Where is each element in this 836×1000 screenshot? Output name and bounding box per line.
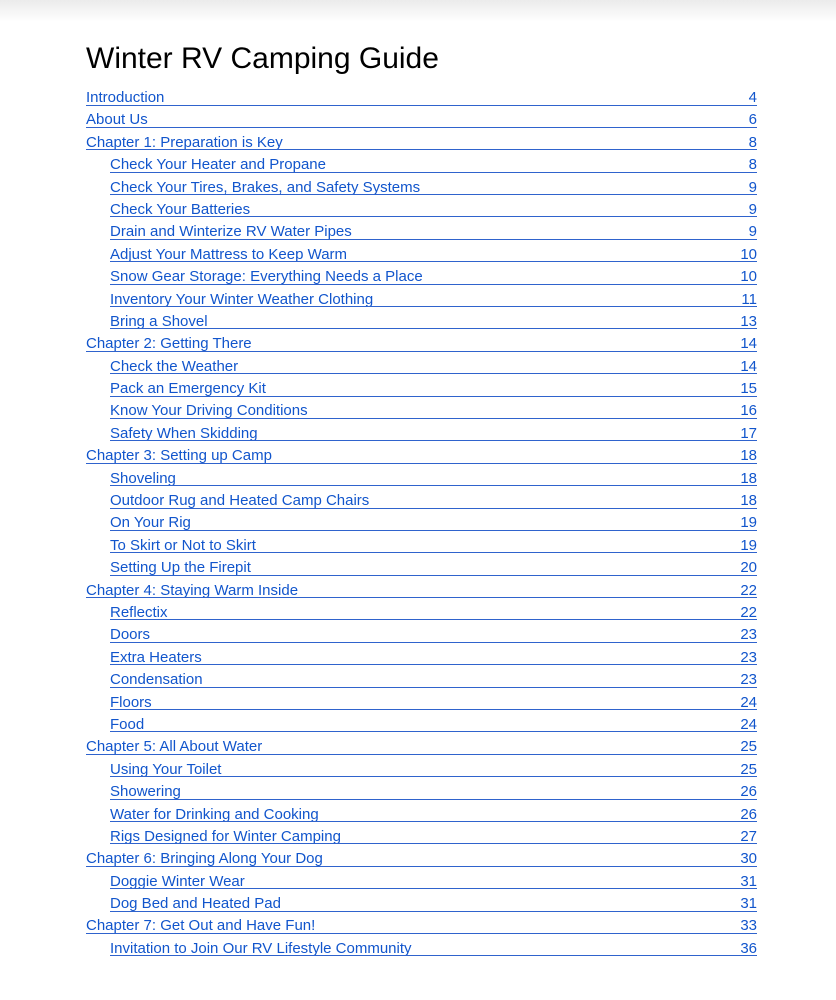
toc-entry[interactable] (110, 669, 757, 691)
toc-entry-page: 14 (740, 357, 757, 375)
toc-entry-page: 23 (740, 626, 757, 644)
toc-entry-label: Bring a Shovel (110, 312, 208, 330)
toc-leader-line (110, 955, 757, 956)
toc-entry[interactable] (110, 154, 757, 176)
toc-leader-line (110, 396, 757, 397)
toc-leader-line (110, 328, 757, 329)
toc-entry-page: 22 (740, 581, 757, 599)
toc-leader-line (110, 687, 757, 688)
toc-entry-page: 11 (741, 290, 757, 308)
toc-entry-label: Check the Weather (110, 357, 239, 375)
toc-leader-line (86, 351, 757, 352)
toc-entry[interactable] (110, 647, 757, 669)
toc-entry-page: 16 (740, 402, 757, 420)
toc-entry[interactable] (110, 356, 757, 378)
toc-entry-page: 31 (740, 895, 757, 913)
toc-entry-page: 25 (740, 738, 757, 756)
toc-entry-label: Reflectix (110, 603, 168, 621)
toc-entry-label: Setting Up the Firepit (110, 559, 251, 577)
toc-leader-line (110, 485, 757, 486)
toc-entry-label: On Your Rig (110, 514, 191, 532)
toc-entry[interactable] (110, 378, 757, 400)
toc-entry[interactable] (110, 714, 757, 736)
toc-entry-label: Check Your Heater and Propane (110, 156, 326, 174)
toc-leader-line (86, 754, 757, 755)
toc-entry-page: 9 (748, 178, 757, 196)
toc-entry-label: Know Your Driving Conditions (110, 402, 308, 420)
toc-entry-label: Shoveling (110, 469, 176, 487)
toc-leader-line (86, 463, 757, 464)
toc-entry[interactable] (86, 333, 757, 355)
toc-leader-line (86, 149, 757, 150)
toc-entry-label: Drain and Winterize RV Water Pipes (110, 223, 352, 241)
toc-entry-page: 30 (740, 850, 757, 868)
toc-leader-line (110, 575, 757, 576)
toc-entry[interactable] (86, 132, 757, 154)
toc-entry-label: Food (110, 715, 145, 733)
toc-leader-line (110, 888, 757, 889)
toc-leader-line (110, 776, 757, 777)
toc-entry[interactable] (86, 915, 757, 937)
toc-entry-page: 18 (740, 447, 757, 465)
toc-entry[interactable] (110, 535, 757, 557)
toc-entry-label: Chapter 4: Staying Warm Inside (86, 581, 299, 599)
toc-entry-page: 26 (740, 783, 757, 801)
toc-entry-label: Chapter 5: All About Water (86, 738, 263, 756)
toc-entry-page: 20 (740, 559, 757, 577)
toc-entry-label: Chapter 3: Setting up Camp (86, 447, 272, 465)
toc-entry[interactable] (110, 221, 757, 243)
toc-entry-label: Chapter 2: Getting There (86, 335, 252, 353)
toc-entry-label: Chapter 7: Get Out and Have Fun! (86, 917, 316, 935)
toc-entry[interactable] (86, 848, 757, 870)
toc-leader-line (110, 239, 757, 240)
toc-leader-line (110, 731, 757, 732)
document-page (0, 42, 836, 960)
toc-leader-line (110, 799, 757, 800)
toc-entry-label: To Skirt or Not to Skirt (110, 536, 256, 554)
toc-entry-page: 10 (740, 245, 757, 263)
toc-entry-page: 8 (748, 133, 757, 151)
toc-leader-line (110, 172, 757, 173)
toc-entry-label: Extra Heaters (110, 648, 202, 666)
toc-entry[interactable] (86, 109, 757, 131)
toc-leader-line (86, 127, 757, 128)
toc-entry-page: 9 (748, 200, 757, 218)
toc-leader-line (110, 216, 757, 217)
toc-leader-line (110, 306, 757, 307)
toc-entry-label: Introduction (86, 89, 165, 106)
toc-leader-line (86, 597, 757, 598)
toc-entry[interactable] (110, 289, 757, 311)
toc-entry[interactable] (86, 87, 757, 109)
toc-entry-label: Floors (110, 693, 152, 711)
toc-entry[interactable] (110, 423, 757, 445)
toc-entry[interactable] (110, 244, 757, 266)
toc-entry[interactable] (110, 826, 757, 848)
toc-entry[interactable] (110, 177, 757, 199)
toc-entry-label: Invitation to Join Our RV Lifestyle Community (110, 939, 412, 957)
toc-entry-label: Rigs Designed for Winter Camping (110, 827, 341, 845)
toc-leader-line (110, 530, 757, 531)
toc-entry[interactable] (110, 871, 757, 893)
toc-entry[interactable] (110, 624, 757, 646)
toc-entry[interactable] (110, 266, 757, 288)
toc-entry[interactable] (110, 759, 757, 781)
toc-leader-line (110, 843, 757, 844)
toc-entry[interactable] (110, 199, 757, 221)
toc-entry-page: 13 (740, 312, 757, 330)
toc-entry-page: 23 (740, 648, 757, 666)
toc-leader-line (110, 284, 757, 285)
toc-entry-page: 36 (740, 939, 757, 957)
toc-entry-label: Water for Drinking and Cooking (110, 805, 319, 823)
toc-entry-label: Outdoor Rug and Heated Camp Chairs (110, 492, 370, 510)
toc-entry-page: 8 (748, 156, 757, 174)
toc-list (86, 87, 757, 960)
page-top-edge-shadow (0, 0, 836, 22)
toc-leader-line (110, 821, 757, 822)
toc-entry[interactable] (110, 512, 757, 534)
toc-entry-page: 19 (740, 536, 757, 554)
toc-leader-line (110, 619, 757, 620)
toc-leader-line (110, 418, 757, 419)
toc-leader-line (86, 105, 757, 106)
toc-entry-label: Snow Gear Storage: Everything Needs a Place (110, 268, 423, 286)
toc-entry-page: 17 (740, 424, 757, 442)
toc-entry-page: 24 (740, 715, 757, 733)
toc-entry-page: 22 (740, 603, 757, 621)
toc-entry[interactable] (110, 938, 757, 960)
toc-entry-page: 18 (740, 492, 757, 510)
toc-entry-page: 24 (740, 693, 757, 711)
toc-entry[interactable] (86, 736, 757, 758)
toc-entry-label: Using Your Toilet (110, 760, 222, 778)
toc-leader-line (110, 373, 757, 374)
toc-entry-page: 9 (748, 223, 757, 241)
toc-entry-label: Pack an Emergency Kit (110, 380, 266, 398)
toc-entry-page: 19 (740, 514, 757, 532)
toc-entry-page: 18 (740, 469, 757, 487)
toc-entry-label: Safety When Skidding (110, 424, 258, 442)
toc-entry-label: Dog Bed and Heated Pad (110, 895, 281, 913)
toc-leader-line (86, 933, 757, 934)
toc-entry[interactable] (110, 692, 757, 714)
toc-entry[interactable] (110, 804, 757, 826)
toc-entry[interactable] (110, 311, 757, 333)
toc-entry[interactable] (110, 400, 757, 422)
toc-leader-line (110, 440, 757, 441)
toc-entry-label: Check Your Tires, Brakes, and Safety Systems (110, 178, 421, 196)
toc-leader-line (110, 642, 757, 643)
toc-entry[interactable] (110, 602, 757, 624)
toc-leader-line (110, 709, 757, 710)
toc-entry[interactable] (86, 445, 757, 467)
toc-entry-page: 15 (740, 380, 757, 398)
toc-entry[interactable] (110, 893, 757, 915)
toc-entry[interactable] (110, 490, 757, 512)
toc-leader-line (110, 664, 757, 665)
toc-leader-line (110, 911, 757, 912)
toc-entry-page: 23 (740, 671, 757, 689)
toc-entry-page: 4 (748, 89, 757, 106)
toc-entry-label: Showering (110, 783, 181, 801)
toc-entry-label: Doggie Winter Wear (110, 872, 245, 890)
toc-entry-page: 10 (740, 268, 757, 286)
toc-leader-line (110, 261, 757, 262)
toc-entry-page: 27 (740, 827, 757, 845)
toc-leader-line (110, 552, 757, 553)
toc-entry-page: 6 (748, 111, 757, 129)
toc-entry[interactable] (110, 557, 757, 579)
toc-entry-page: 26 (740, 805, 757, 823)
toc-entry-label: Chapter 1: Preparation is Key (86, 133, 283, 151)
toc-entry-label: Condensation (110, 671, 203, 689)
toc-entry-label: Chapter 6: Bringing Along Your Dog (86, 850, 323, 868)
toc-entry[interactable] (110, 468, 757, 490)
toc-leader-line (110, 194, 757, 195)
toc-entry-page: 14 (740, 335, 757, 353)
toc-entry[interactable] (110, 781, 757, 803)
toc-leader-line (86, 866, 757, 867)
toc-entry-label: Check Your Batteries (110, 200, 251, 218)
toc-entry-label: About Us (86, 111, 148, 129)
toc-entry-page: 31 (740, 872, 757, 890)
document-title: Winter RV Camping Guide (86, 42, 439, 75)
toc-leader-line (110, 508, 757, 509)
toc-entry-label: Adjust Your Mattress to Keep Warm (110, 245, 348, 263)
toc-entry-page: 33 (740, 917, 757, 935)
toc-entry[interactable] (86, 580, 757, 602)
toc-entry-label: Inventory Your Winter Weather Clothing (110, 290, 374, 308)
toc-entry-label: Doors (110, 626, 151, 644)
toc-entry-page: 25 (740, 760, 757, 778)
